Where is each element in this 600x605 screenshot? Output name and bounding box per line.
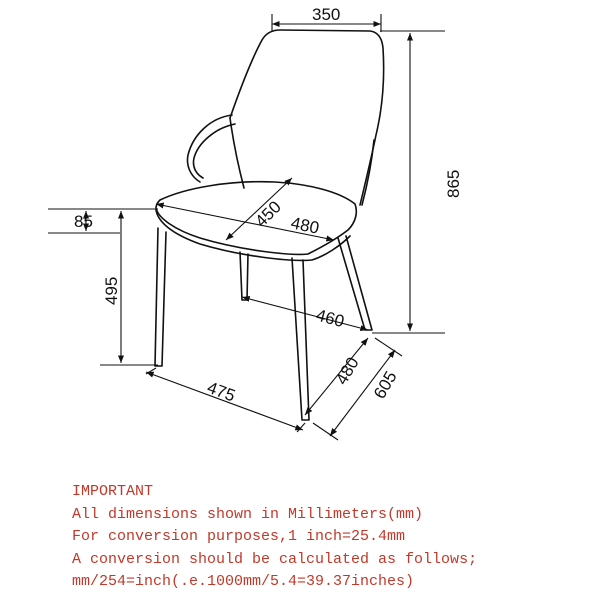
label-leg-width: 475 xyxy=(204,377,238,406)
backrest xyxy=(230,30,384,205)
leg-front-right xyxy=(292,258,309,420)
left-arm xyxy=(188,115,233,182)
notes-line-method: A conversion should be calculated as follows; xyxy=(72,550,478,568)
conversion-notes xyxy=(72,481,592,594)
label-arm-offset: 85 xyxy=(74,212,93,231)
label-seat-width: 480 xyxy=(289,213,321,238)
label-seat-height: 495 xyxy=(102,276,121,305)
label-leg-depth-side: 480 xyxy=(332,353,363,388)
leg-front-left xyxy=(155,228,166,366)
leg-back-left xyxy=(240,252,248,300)
notes-line-conversion: For conversion purposes,1 inch=25.4mm xyxy=(72,528,406,545)
notes-line-units: All dimensions shown in Millimeters(mm) xyxy=(72,505,424,523)
label-overall-depth: 605 xyxy=(370,367,401,402)
label-leg-depth-inner: 460 xyxy=(313,305,347,332)
label-total-height: 865 xyxy=(444,169,463,198)
label-seat-depth: 450 xyxy=(251,197,285,231)
notes-heading: IMPORTANT xyxy=(72,483,154,500)
notes-line-formula: mm/254=inch(.e.1000mm/5.4=39.37inches) xyxy=(72,573,415,590)
label-top-width: 350 xyxy=(312,5,341,24)
